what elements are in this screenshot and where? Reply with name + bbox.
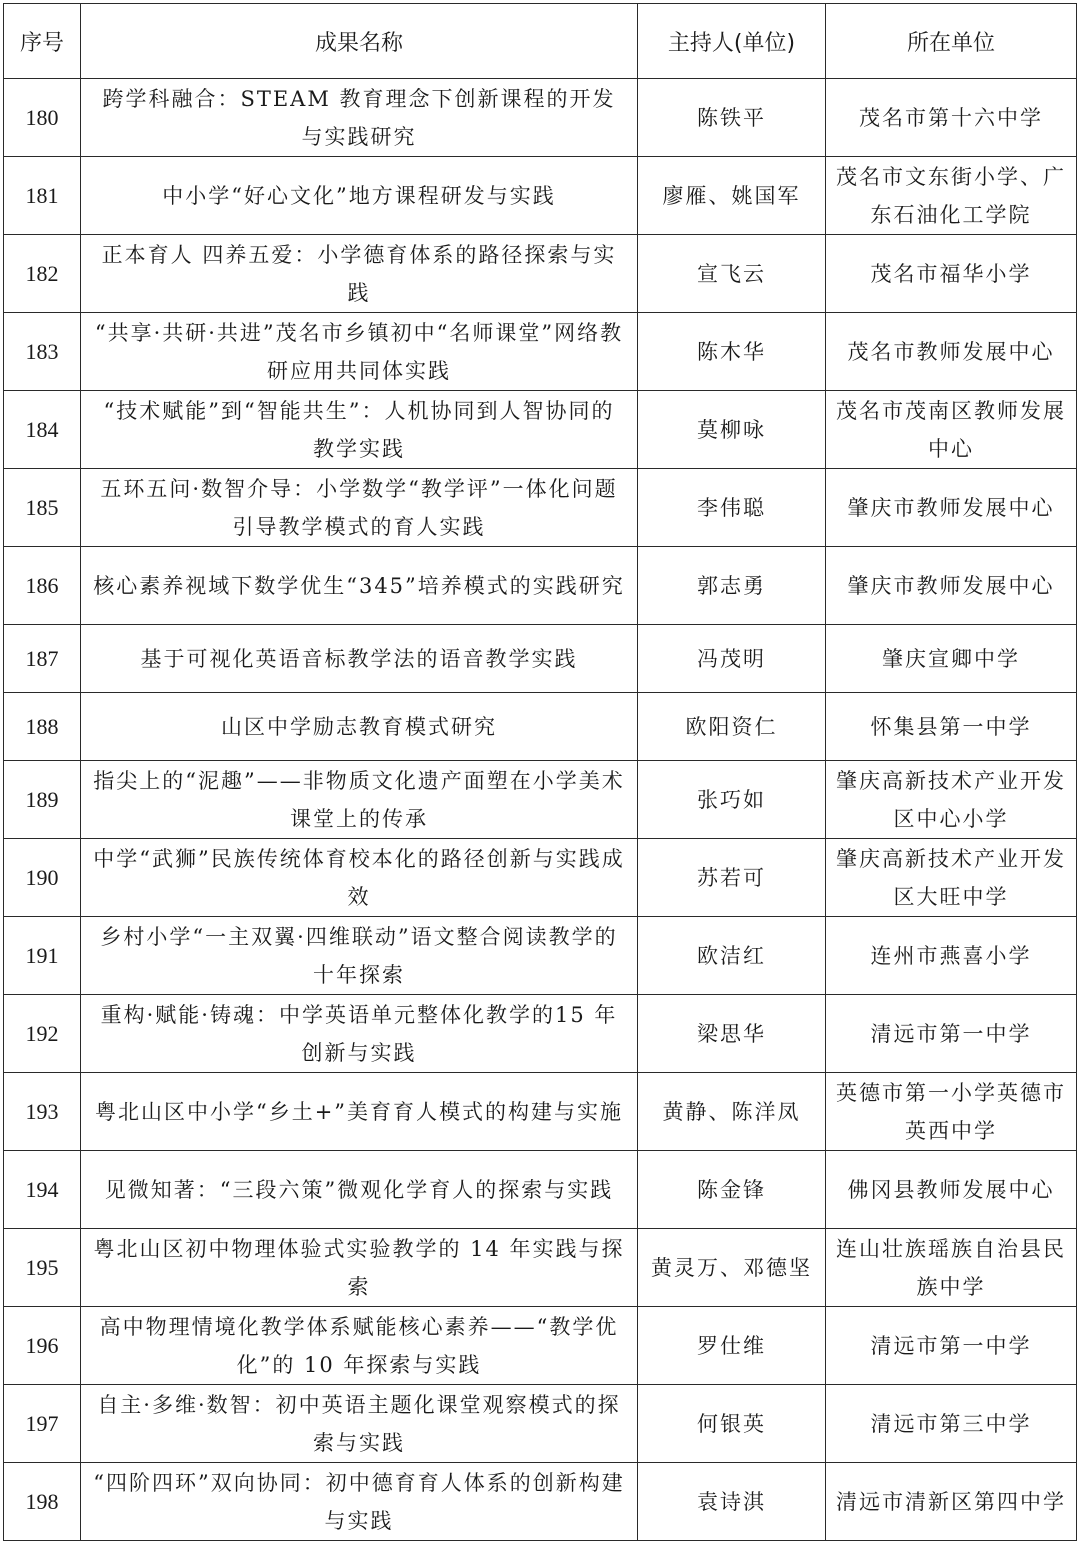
serial-number-cell: 191 (4, 917, 81, 995)
serial-number-cell: 181 (4, 157, 81, 235)
achievement-name-cell: “四阶四环”双向协同：初中德育育人体系的创新构建与实践 (81, 1463, 638, 1541)
table-row (4, 79, 1077, 157)
serial-number-cell: 188 (4, 693, 81, 761)
achievement-name-cell: 重构·赋能·铸魂：中学英语单元整体化教学的15 年创新与实践 (81, 995, 638, 1073)
table-row (4, 1151, 1077, 1229)
results-table (3, 3, 1077, 1541)
unit-cell: 茂名市茂南区教师发展中心 (826, 391, 1077, 469)
host-cell: 廖雁、姚国军 (638, 157, 826, 235)
achievement-name-cell: 中学“武狮”民族传统体育校本化的路径创新与实践成效 (81, 839, 638, 917)
host-cell: 陈木华 (638, 313, 826, 391)
serial-number-cell: 192 (4, 995, 81, 1073)
serial-number-cell: 195 (4, 1229, 81, 1307)
achievement-name-cell: 粤北山区初中物理体验式实验教学的 14 年实践与探索 (81, 1229, 638, 1307)
host-cell: 郭志勇 (638, 547, 826, 625)
unit-cell: 肇庆高新技术产业开发区大旺中学 (826, 839, 1077, 917)
serial-number-cell: 183 (4, 313, 81, 391)
achievement-name-cell: 见微知著：“三段六策”微观化学育人的探索与实践 (81, 1151, 638, 1229)
host-cell: 张巧如 (638, 761, 826, 839)
host-cell: 莫柳咏 (638, 391, 826, 469)
host-cell: 欧洁红 (638, 917, 826, 995)
serial-number-cell: 182 (4, 235, 81, 313)
table-row (4, 235, 1077, 313)
header-host: 主持人(单位) (638, 4, 826, 79)
serial-number-cell: 187 (4, 625, 81, 693)
host-cell: 梁思华 (638, 995, 826, 1073)
achievement-name-cell: 粤北山区中小学“乡土+”美育育人模式的构建与实施 (81, 1073, 638, 1151)
host-cell: 袁诗淇 (638, 1463, 826, 1541)
table-row (4, 917, 1077, 995)
serial-number-cell: 189 (4, 761, 81, 839)
unit-cell: 肇庆市教师发展中心 (826, 469, 1077, 547)
unit-cell: 连山壮族瑶族自治县民族中学 (826, 1229, 1077, 1307)
host-cell: 李伟聪 (638, 469, 826, 547)
serial-number-cell: 190 (4, 839, 81, 917)
unit-cell: 英德市第一小学英德市英西中学 (826, 1073, 1077, 1151)
unit-cell: 清远市第三中学 (826, 1385, 1077, 1463)
table-row (4, 547, 1077, 625)
achievement-name-cell: 跨学科融合：STEAM 教育理念下创新课程的开发与实践研究 (81, 79, 638, 157)
host-cell: 冯茂明 (638, 625, 826, 693)
unit-cell: 连州市燕喜小学 (826, 917, 1077, 995)
table-row (4, 391, 1077, 469)
serial-number-cell: 193 (4, 1073, 81, 1151)
unit-cell: 肇庆宣卿中学 (826, 625, 1077, 693)
table-row (4, 1385, 1077, 1463)
unit-cell: 肇庆高新技术产业开发区中心小学 (826, 761, 1077, 839)
serial-number-cell: 196 (4, 1307, 81, 1385)
host-cell: 苏若可 (638, 839, 826, 917)
table-row (4, 1463, 1077, 1541)
achievement-name-cell: “共享·共研·共进”茂名市乡镇初中“名师课堂”网络教研应用共同体实践 (81, 313, 638, 391)
header-unit: 所在单位 (826, 4, 1077, 79)
unit-cell: 茂名市福华小学 (826, 235, 1077, 313)
achievement-name-cell: 正本育人 四养五爱：小学德育体系的路径探索与实践 (81, 235, 638, 313)
table-row (4, 995, 1077, 1073)
table-row (4, 1073, 1077, 1151)
achievement-name-cell: “技术赋能”到“智能共生”：人机协同到人智协同的教学实践 (81, 391, 638, 469)
serial-number-cell: 184 (4, 391, 81, 469)
table-header-row (4, 4, 1077, 79)
table-row (4, 1307, 1077, 1385)
table-body (4, 79, 1077, 1541)
host-cell: 陈金锋 (638, 1151, 826, 1229)
achievement-name-cell: 基于可视化英语音标教学法的语音教学实践 (81, 625, 638, 693)
serial-number-cell: 198 (4, 1463, 81, 1541)
serial-number-cell: 197 (4, 1385, 81, 1463)
host-cell: 陈铁平 (638, 79, 826, 157)
host-cell: 黄静、陈洋凤 (638, 1073, 826, 1151)
achievement-name-cell: 山区中学励志教育模式研究 (81, 693, 638, 761)
host-cell: 黄灵万、邓德坚 (638, 1229, 826, 1307)
achievement-name-cell: 自主·多维·数智：初中英语主题化课堂观察模式的探索与实践 (81, 1385, 638, 1463)
table-row (4, 625, 1077, 693)
unit-cell: 怀集县第一中学 (826, 693, 1077, 761)
achievement-name-cell: 高中物理情境化教学体系赋能核心素养——“教学优化”的 10 年探索与实践 (81, 1307, 638, 1385)
serial-number-cell: 180 (4, 79, 81, 157)
table-row (4, 469, 1077, 547)
host-cell: 欧阳资仁 (638, 693, 826, 761)
table-row (4, 761, 1077, 839)
serial-number-cell: 194 (4, 1151, 81, 1229)
serial-number-cell: 185 (4, 469, 81, 547)
unit-cell: 茂名市教师发展中心 (826, 313, 1077, 391)
achievement-name-cell: 核心素养视域下数学优生“345”培养模式的实践研究 (81, 547, 638, 625)
unit-cell: 清远市第一中学 (826, 1307, 1077, 1385)
table-row (4, 693, 1077, 761)
achievement-name-cell: 指尖上的“泥趣”——非物质文化遗产面塑在小学美术课堂上的传承 (81, 761, 638, 839)
achievement-name-cell: 乡村小学“一主双翼·四维联动”语文整合阅读教学的十年探索 (81, 917, 638, 995)
host-cell: 何银英 (638, 1385, 826, 1463)
achievement-name-cell: 五环五问·数智介导：小学数学“教学评”一体化问题引导教学模式的育人实践 (81, 469, 638, 547)
header-serial-number: 序号 (4, 4, 81, 79)
unit-cell: 茂名市文东街小学、广东石油化工学院 (826, 157, 1077, 235)
unit-cell: 茂名市第十六中学 (826, 79, 1077, 157)
unit-cell: 清远市第一中学 (826, 995, 1077, 1073)
host-cell: 宣飞云 (638, 235, 826, 313)
achievement-name-cell: 中小学“好心文化”地方课程研发与实践 (81, 157, 638, 235)
table-row (4, 1229, 1077, 1307)
host-cell: 罗仕维 (638, 1307, 826, 1385)
unit-cell: 佛冈县教师发展中心 (826, 1151, 1077, 1229)
table-row (4, 839, 1077, 917)
table-row (4, 313, 1077, 391)
unit-cell: 肇庆市教师发展中心 (826, 547, 1077, 625)
table-row (4, 157, 1077, 235)
serial-number-cell: 186 (4, 547, 81, 625)
unit-cell: 清远市清新区第四中学 (826, 1463, 1077, 1541)
header-achievement-name: 成果名称 (81, 4, 638, 79)
